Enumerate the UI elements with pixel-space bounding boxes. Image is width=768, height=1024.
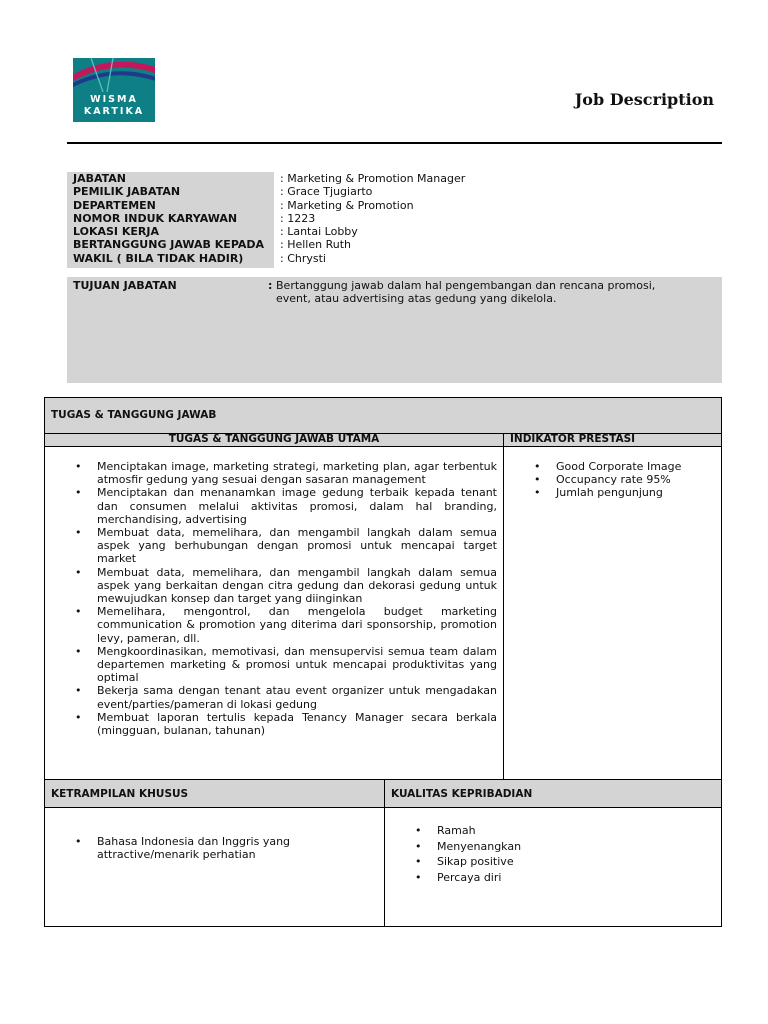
duty-item: • Bekerja sama dengan tenant atau event organizer untuk mengadakan event/parties/pameran di lokasi gedung [97, 684, 497, 710]
info-value: : Chrysti [280, 252, 326, 265]
personality-item: • Ramah [437, 823, 717, 839]
section-title: TUGAS & TANGGUNG JAWAB [51, 409, 217, 421]
info-value: : Marketing & Promotion Manager [280, 172, 466, 185]
duty-item: • Mengkoordinasikan, memotivasi, dan mensupervisi semua team dalam departemen marketing & promosi untuk mencapai produktivitas yang optimal [97, 645, 497, 685]
duty-item: • Membuat laporan tertulis kepada Tenancy Manager secara berkala (mingguan, bulanan, tahunan) [97, 711, 497, 737]
personality-item: • Menyenangkan [437, 839, 717, 855]
duty-item: • Memelihara, mengontrol, dan mengelola budget marketing communication & promotion yang diterima dari sponsorship, promotion levy, pameran, dll. [97, 605, 497, 645]
info-value: : Hellen Ruth [280, 238, 351, 251]
purpose-label: TUJUAN JABATAN [73, 279, 177, 292]
indicator-item: • Jumlah pengunjung [556, 486, 721, 499]
company-logo [73, 58, 155, 122]
indicators-list [556, 460, 721, 500]
personality-item: • Percaya diri [437, 870, 717, 886]
info-label: DEPARTEMEN [73, 199, 156, 212]
logo-text-line1: WISMA [90, 94, 138, 105]
grid-line [45, 779, 721, 780]
grid-line [45, 446, 721, 447]
purpose-text: Bertanggung jawab dalam hal pengembangan dan rencana promosi, event, atau advertising atas gedung yang dikelola. [276, 279, 656, 305]
indicator-header: INDIKATOR PRESTASI [510, 433, 636, 445]
duty-item: • Menciptakan image, marketing strategi, marketing plan, agar terbentuk atmosfir gedung yang sesuai dengan sasaran management [97, 460, 497, 486]
grid-line [503, 433, 504, 780]
info-label: JABATAN [73, 172, 127, 185]
document-title: Job Description [574, 90, 714, 109]
duties-list [97, 460, 497, 737]
info-label: NOMOR INDUK KARYAWAN [73, 212, 238, 225]
grid-line [45, 807, 721, 808]
duty-item: • Membuat data, memelihara, dan mengambil langkah dalam semua aspek yang berhubungan dengan promosi untuk mencapai target market [97, 526, 497, 566]
indicator-item: • Good Corporate Image [556, 460, 721, 473]
info-value: : Lantai Lobby [280, 225, 358, 238]
logo-text-line2: KARTIKA [83, 106, 145, 117]
skills-header: KETRAMPILAN KHUSUS [51, 788, 189, 800]
personality-header: KUALITAS KEPRIBADIAN [391, 788, 533, 800]
indicator-item: • Occupancy rate 95% [556, 473, 721, 486]
skills-list [97, 835, 379, 861]
main-duties-header: TUGAS & TANGGUNG JAWAB UTAMA [168, 433, 380, 445]
personality-item: • Sikap positive [437, 854, 717, 870]
info-value: : Marketing & Promotion [280, 199, 414, 212]
skill-item: • Bahasa Indonesia dan Inggris yang attractive/menarik perhatian [97, 835, 379, 861]
info-label: PEMILIK JABATAN [73, 185, 181, 198]
personality-list [437, 823, 717, 885]
info-label: LOKASI KERJA [73, 225, 159, 238]
grid-line [384, 779, 385, 926]
info-label: WAKIL ( BILA TIDAK HADIR) [73, 252, 244, 265]
info-value: : 1223 [280, 212, 316, 225]
title-divider [67, 142, 722, 144]
purpose-colon: : [268, 279, 273, 292]
duty-item: • Membuat data, memelihara, dan mengambil langkah dalam semua aspek yang berkaitan dengan citra gedung dan dekorasi gedung untuk mewujudkan konsep dan target yang diinginkan [97, 566, 497, 606]
info-value: : Grace Tjugiarto [280, 185, 373, 198]
responsibilities-table [44, 397, 722, 927]
duty-item: • Menciptakan dan menanamkan image gedung terbaik kepada tenant dan consumen melalui aktivitas promosi, dalam hal branding, merchandising, advertising [97, 486, 497, 526]
info-label: BERTANGGUNG JAWAB KEPADA [73, 238, 265, 251]
